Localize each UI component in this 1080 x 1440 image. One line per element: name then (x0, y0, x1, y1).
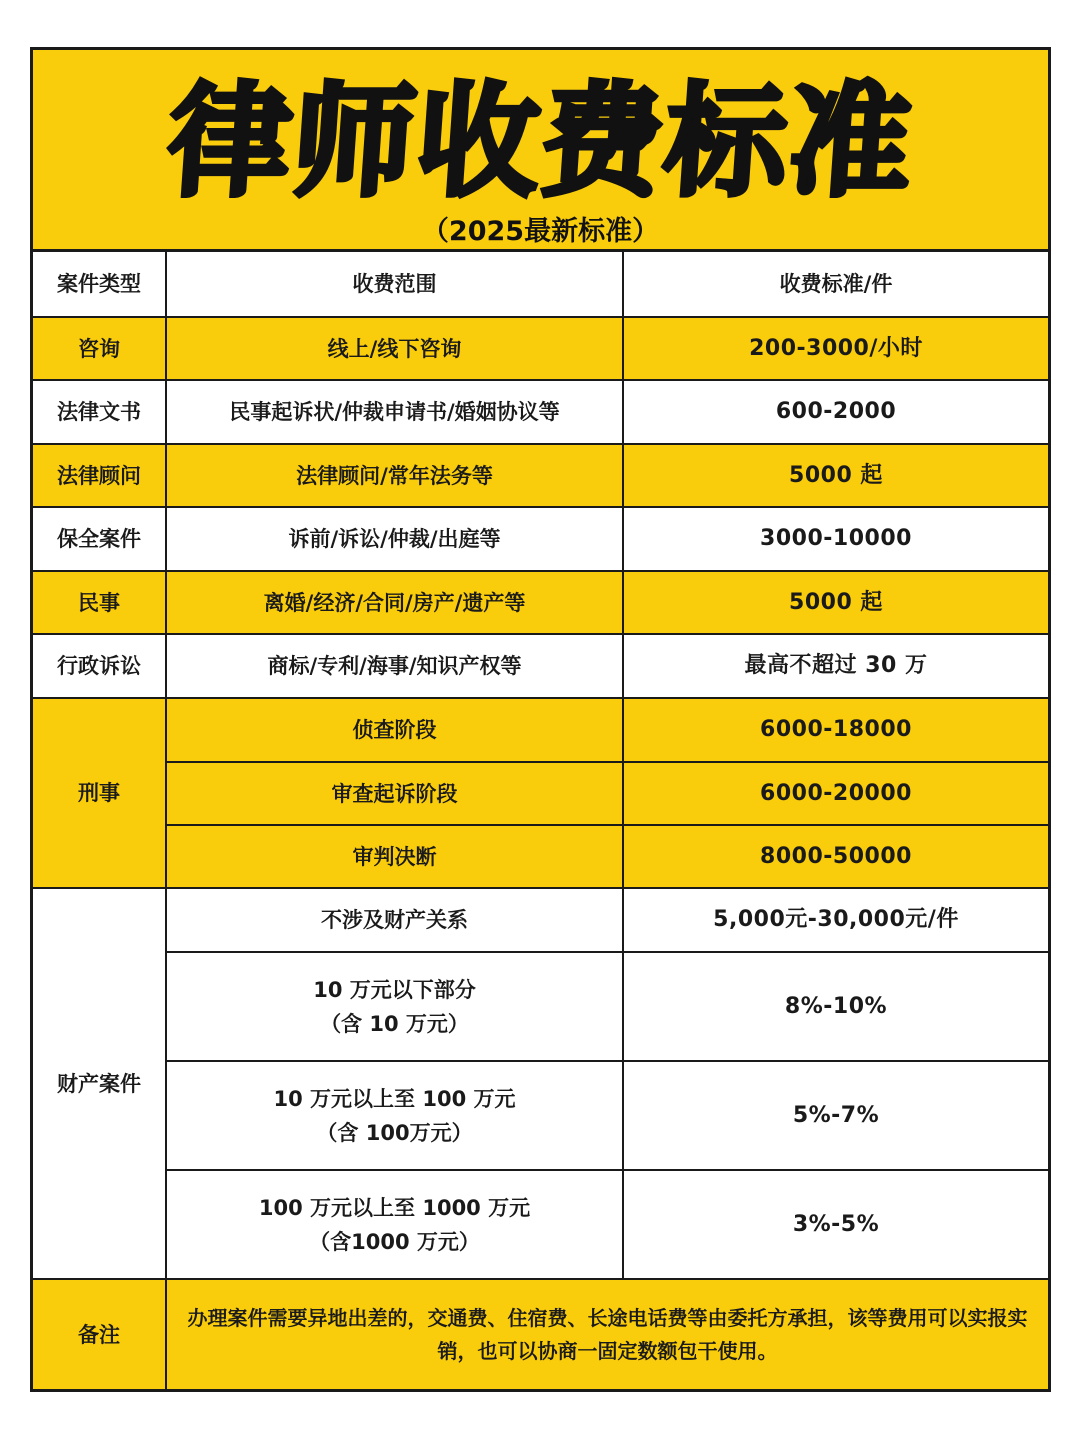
fee-range-cell: 民事起诉状/仲裁申请书/婚姻协议等 (166, 380, 623, 444)
case-type-cell-property: 财产案件 (33, 888, 166, 1279)
fee-standard-cell: 3%-5% (623, 1170, 1048, 1279)
fee-standard-cell: 5000 起 (623, 571, 1048, 634)
case-type-cell: 保全案件 (33, 507, 166, 571)
fee-range-line: 10 万元以下部分 (313, 977, 476, 1002)
fee-standard-cell: 5000 起 (623, 444, 1048, 507)
fee-range-line-note: （含 10 万元） (320, 1011, 469, 1036)
table-header-row (33, 252, 1048, 317)
table-row-criminal (33, 698, 1048, 762)
fee-range-cell: 离婚/经济/合同/房产/遗产等 (166, 571, 623, 634)
fee-range-line: 10 万元以上至 100 万元 (273, 1086, 516, 1111)
table-row (33, 317, 1048, 380)
table-row-property (33, 952, 1048, 1061)
table-row-property (33, 1061, 1048, 1170)
page-title: 律师收费标准 (163, 71, 918, 213)
case-type-cell: 民事 (33, 571, 166, 634)
fee-range-cell: 侦查阶段 (166, 698, 623, 762)
fee-standard-cell: 200-3000/小时 (623, 317, 1048, 380)
fee-table-sheet (30, 47, 1051, 1392)
header-banner (33, 50, 1048, 252)
fee-range-cell: 线上/线下咨询 (166, 317, 623, 380)
fee-standard-cell: 最高不超过 30 万 (623, 634, 1048, 698)
fee-range-cell (166, 888, 623, 952)
fee-range-cell: 诉前/诉讼/仲裁/出庭等 (166, 507, 623, 571)
fee-standard-cell: 5,000元-30,000元/件 (623, 888, 1048, 952)
table-row-criminal (33, 825, 1048, 888)
case-type-cell: 法律顾问 (33, 444, 166, 507)
fee-range-cell (166, 952, 623, 1061)
fee-range-line: 不涉及财产关系 (321, 908, 468, 932)
fee-range-line: 100 万元以上至 1000 万元 (258, 1195, 531, 1220)
case-type-cell-criminal: 刑事 (33, 698, 166, 888)
table-row (33, 634, 1048, 698)
remark-text-cell: 办理案件需要异地出差的，交通费、住宿费、长途电话费等由委托方承担，该等费用可以实报实销，也可以协商一固定数额包干使用。 (166, 1279, 1048, 1389)
table-row (33, 507, 1048, 571)
fee-standard-cell: 8%-10% (623, 952, 1048, 1061)
fee-range-cell (166, 1170, 623, 1279)
fee-range-cell: 法律顾问/常年法务等 (166, 444, 623, 507)
case-type-cell: 咨询 (33, 317, 166, 380)
fee-table (33, 252, 1048, 1389)
case-type-cell: 行政诉讼 (33, 634, 166, 698)
case-type-cell: 法律文书 (33, 380, 166, 444)
fee-range-cell: 审查起诉阶段 (166, 762, 623, 825)
page-subtitle: （2025最新标准） (421, 216, 660, 247)
fee-standard-cell: 6000-18000 (623, 698, 1048, 762)
table-row (33, 380, 1048, 444)
fee-standard-cell: 600-2000 (623, 380, 1048, 444)
table-row (33, 444, 1048, 507)
remark-label-cell: 备注 (33, 1279, 166, 1389)
table-row-criminal (33, 762, 1048, 825)
fee-range-cell: 商标/专利/海事/知识产权等 (166, 634, 623, 698)
table-row (33, 571, 1048, 634)
fee-standard-cell: 3000-10000 (623, 507, 1048, 571)
table-row-remark (33, 1279, 1048, 1389)
fee-range-line-note: （含 100万元） (316, 1120, 473, 1145)
fee-standard-cell: 6000-20000 (623, 762, 1048, 825)
fee-standard-cell: 8000-50000 (623, 825, 1048, 888)
fee-standard-cell: 5%-7% (623, 1061, 1048, 1170)
table-row-property (33, 1170, 1048, 1279)
column-header-type: 案件类型 (33, 252, 166, 317)
fee-range-cell: 审判决断 (166, 825, 623, 888)
fee-range-line-note: （含1000 万元） (309, 1229, 480, 1254)
column-header-standard: 收费标准/件 (623, 252, 1048, 317)
column-header-range: 收费范围 (166, 252, 623, 317)
table-row-property (33, 888, 1048, 952)
fee-range-cell (166, 1061, 623, 1170)
